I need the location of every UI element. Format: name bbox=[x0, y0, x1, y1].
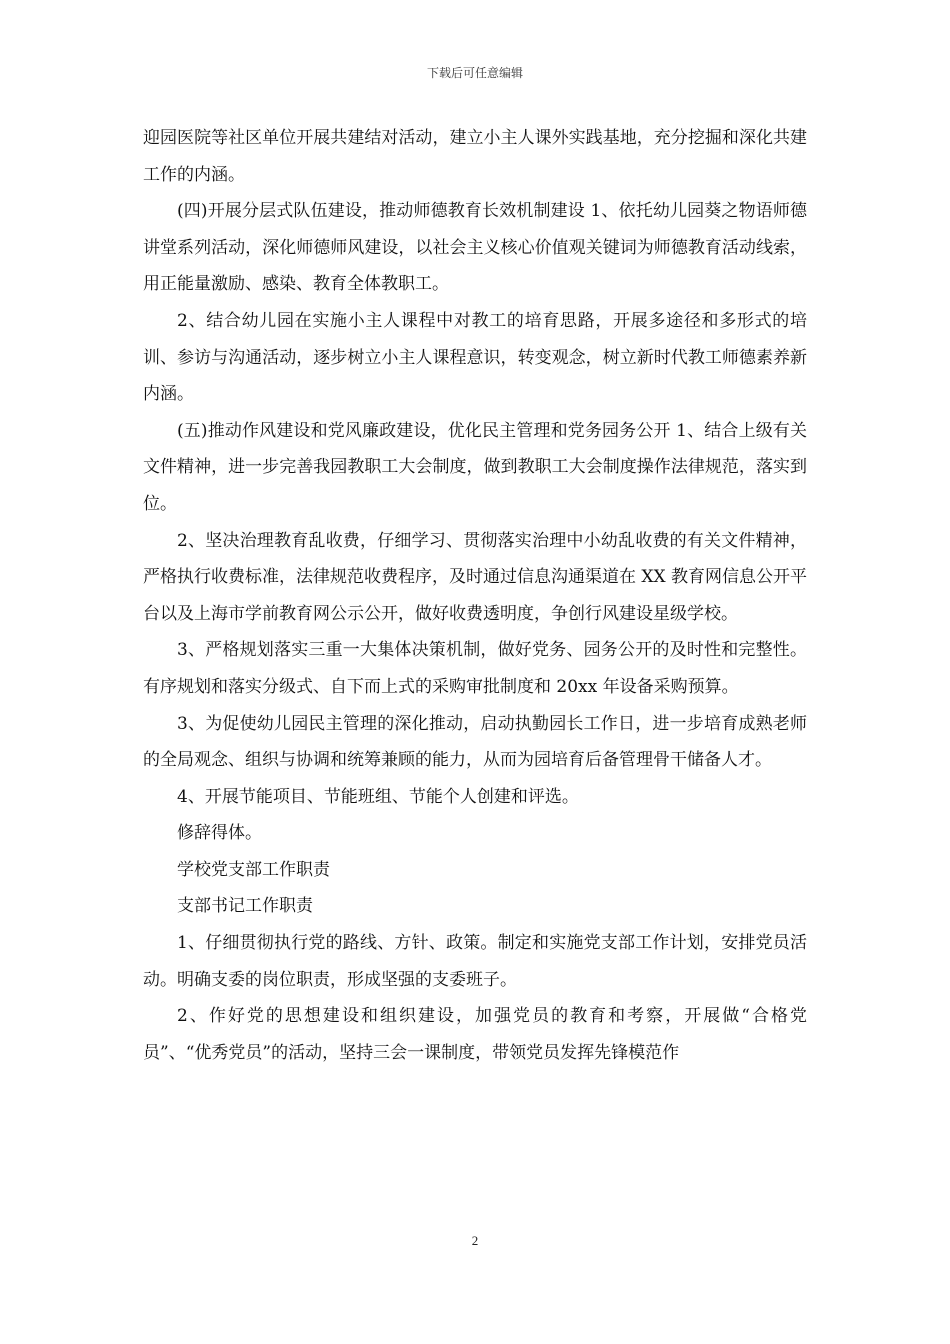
section-heading: 学校党支部工作职责 bbox=[177, 859, 330, 880]
paragraph: 迎园医院等社区单位开展共建结对活动，建立小主人课外实践基地，充分挖掘和深化共建工作的内涵。 bbox=[143, 128, 807, 185]
paragraph: 2、结合幼儿园在实施小主人课程中对教工的培育思路，开展多途径和多形式的培训、参访与沟通活动，逐步树立小主人课程意识，转变观念，树立新时代教工师德素养新内涵。 bbox=[143, 310, 807, 405]
paragraph: 1、仔细贯彻执行党的路线、方针、政策。制定和实施党支部工作计划，安排党员活动。明确支委的岗位职责，形成坚强的支委班子。 bbox=[143, 933, 807, 990]
page-number: 2 bbox=[471, 1233, 479, 1248]
paragraph: 3、严格规划落实三重一大集体决策机制，做好党务、园务公开的及时性和完整性。有序规划和落实分级式、自下而上式的采购审批制度和 20xx 年设备采购预算。 bbox=[143, 640, 807, 697]
paragraph: 2、坚决治理教育乱收费，仔细学习、贯彻落实治理中小幼乱收费的有关文件精神，严格执行收费标准，法律规范收费程序，及时通过信息沟通渠道在 XX 教育网信息公开平台以及上海市学前教育网公示公开，做好收费透明度，争创行风建设星级学校。 bbox=[143, 530, 808, 624]
document-body bbox=[143, 120, 807, 1071]
section-heading: 支部书记工作职责 bbox=[177, 896, 313, 917]
page-header: 下载后可任意编辑 bbox=[426, 66, 523, 80]
paragraph: 2、作好党的思想建设和组织建设，加强党员的教育和考察，开展做“合格党员”、“优秀党员”的活动，坚持三会一课制度，带领党员发挥先锋模范作 bbox=[143, 1006, 807, 1063]
paragraph: (五)推动作风建设和党风廉政建设，优化民主管理和党务园务公开 1、结合上级有关文件精神，进一步完善我园教职工大会制度，做到教职工大会制度操作法律规范，落实到位。 bbox=[143, 420, 807, 514]
paragraph: (四)开展分层式队伍建设，推动师德教育长效机制建设 1、依托幼儿园葵之物语师德讲堂系列活动，深化师德师风建设，以社会主义核心价值观关键词为师德教育活动线索，用正能量激励、感染、教育全体教职工。 bbox=[143, 201, 807, 295]
paragraph: 修辞得体。 bbox=[177, 823, 262, 844]
paragraph: 4、开展节能项目、节能班组、节能个人创建和评选。 bbox=[177, 786, 579, 807]
paragraph: 3、为促使幼儿园民主管理的深化推动，启动执勤园长工作日，进一步培育成熟老师的全局观念、组织与协调和统筹兼顾的能力，从而为园培育后备管理骨干储备人才。 bbox=[143, 713, 807, 771]
